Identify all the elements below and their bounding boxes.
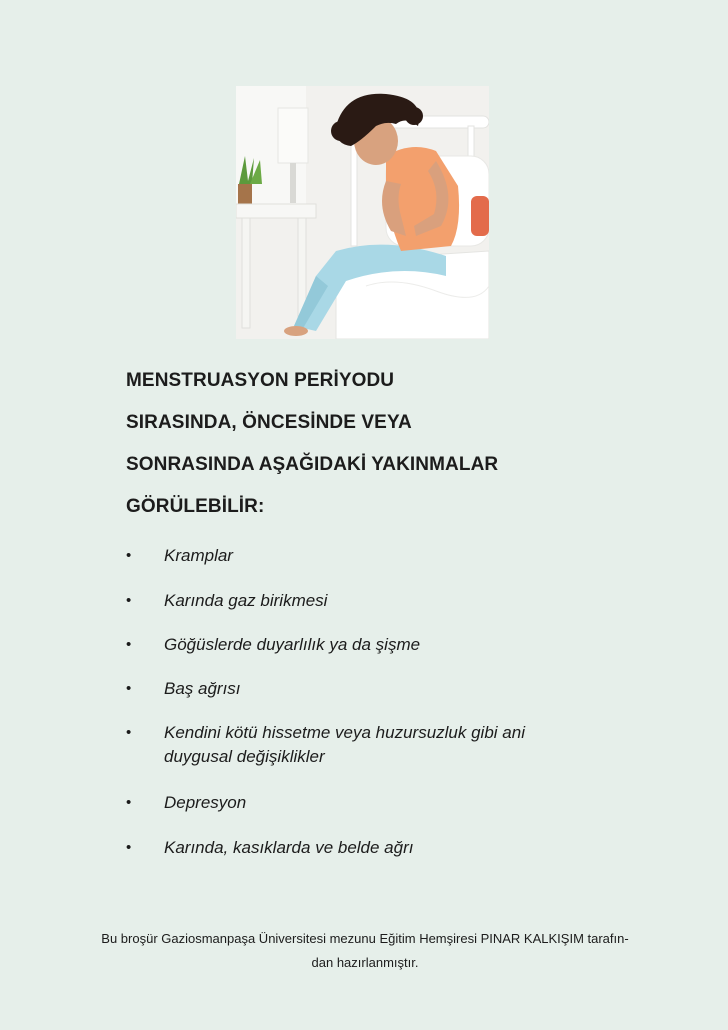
symptom-text: Baş ağrısı	[164, 679, 241, 698]
symptom-text: Kendini kötü hissetme veya huzursuzluk gibi ani duygusal değişiklikler	[164, 723, 525, 766]
heading-line: GÖRÜLEBİLİR:	[126, 496, 265, 517]
bullet-icon: •	[126, 794, 132, 811]
symptom-text: Göğüslerde duyarlılık ya da şişme	[164, 635, 421, 654]
heading-line: MENSTRUASYON PERİYODU	[126, 370, 395, 391]
footer-line: dan hazırlanmıştır.	[311, 955, 419, 970]
footer-credit	[40, 927, 690, 975]
bullet-icon: •	[126, 636, 132, 653]
heading	[126, 360, 646, 528]
bullet-icon: •	[126, 592, 132, 609]
heading-line: SONRASINDA AŞAĞIDAKİ YAKINMALAR	[126, 454, 499, 475]
symptom-text: Karında gaz birikmesi	[164, 591, 328, 610]
bullet-icon: •	[126, 547, 132, 564]
symptom-text: Kramplar	[164, 546, 233, 565]
heading-line: SIRASINDA, ÖNCESİNDE VEYA	[126, 412, 412, 433]
bullet-icon: •	[126, 724, 132, 741]
symptom-text: Depresyon	[164, 793, 247, 812]
footer-line: Bu broşür Gaziosmanpaşa Üniversitesi mezunu Eğitim Hemşiresi PINAR KALKIŞIM tarafın-	[101, 931, 629, 946]
symptom-text: Karında, kasıklarda ve belde ağrı	[164, 838, 414, 857]
bullet-icon: •	[126, 839, 132, 856]
woman-holding-abdomen-photo	[236, 86, 489, 339]
bullet-icon: •	[126, 680, 132, 697]
